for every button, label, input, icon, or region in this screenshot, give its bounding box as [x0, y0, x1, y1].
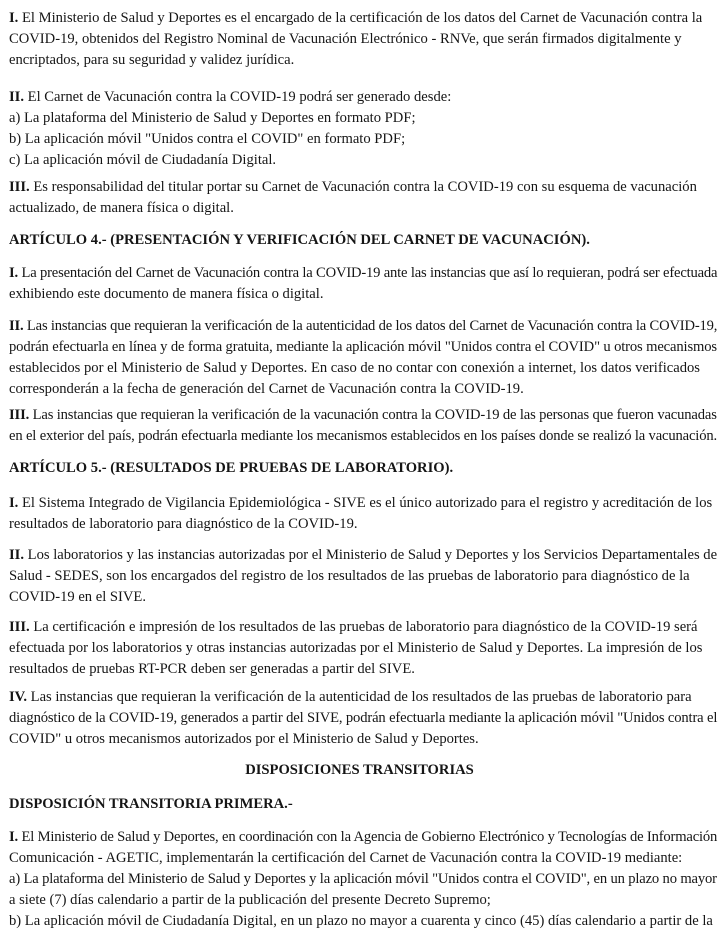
- paragraph-number: III.: [9, 407, 30, 423]
- paragraph-5-IV: [9, 687, 717, 750]
- text-line: COVID-19, obtenidos del Registro Nominal de Vacunación Electrónico - RNVe, que serán firmados digitalmente y: [9, 31, 682, 47]
- text-line: podrán efectuarla en línea y de forma gratuita, mediante la aplicación móvil "Unidos contra el COVID" u otros mecanismos: [9, 339, 717, 355]
- paragraph-5-II: [9, 545, 717, 608]
- paragraph-3-III: [9, 177, 717, 219]
- text-line: encriptados, para su seguridad y validez jurídica.: [9, 52, 295, 68]
- text-line: actualizado, de manera física o digital.: [9, 200, 234, 216]
- text-line: b) La aplicación móvil "Unidos contra el COVID" en formato PDF;: [9, 131, 406, 147]
- paragraph-number: I.: [9, 265, 18, 281]
- paragraph-dt-I: [9, 827, 717, 932]
- text-line: corresponderán a la fecha de generación del Carnet de Vacunación contra la COVID-19.: [9, 381, 524, 397]
- paragraph-number: I.: [9, 495, 19, 511]
- text-line: El Ministerio de Salud y Deportes, en coordinación con la Agencia de Gobierno Electrónico y Tecnologías de Información: [18, 829, 718, 845]
- text-line: Los laboratorios y las instancias autorizadas por el Ministerio de Salud y Deportes y los Servicios Departamentales de: [24, 547, 718, 563]
- text-line: COVID" u otros mecanismos autorizados por el Ministerio de Salud y Deportes.: [9, 731, 479, 747]
- text-line: La presentación del Carnet de Vacunación contra la COVID-19 ante las instancias que así lo requieran, podrá ser efectuada: [17, 265, 718, 281]
- text-line: resultados de pruebas RT-PCR deben ser generadas a partir del SIVE.: [9, 661, 415, 677]
- article-5-heading: ARTÍCULO 5.- (RESULTADOS DE PRUEBAS DE LABORATORIO).: [9, 460, 454, 476]
- paragraph-number: III.: [9, 179, 30, 195]
- text-line: Es responsabilidad del titular portar su Carnet de Vacunación contra la COVID-19 con su esquema de vacunación: [29, 179, 697, 195]
- text-line: efectuada por los laboratorios y otras instancias autorizadas por el Ministerio de Salud y Deportes. La impresión de los: [9, 640, 703, 656]
- text-line: c) La aplicación móvil de Ciudadanía Digital.: [9, 152, 277, 168]
- text-line: El Carnet de Vacunación contra la COVID-19 podrá ser generado desde:: [24, 89, 452, 105]
- text-line: El Ministerio de Salud y Deportes es el encargado de la certificación de los datos del Carnet de Vacunación contra la: [18, 10, 703, 26]
- disposicion-primera-heading: DISPOSICIÓN TRANSITORIA PRIMERA.-: [9, 796, 293, 812]
- text-line: a) La plataforma del Ministerio de Salud y Deportes en formato PDF;: [9, 110, 416, 126]
- paragraph-3-I: [9, 8, 717, 71]
- paragraph-4-I: [9, 263, 717, 305]
- paragraph-number: III.: [9, 619, 30, 635]
- text-line: Las instancias que requieran la verificación de la autenticidad de los resultados de las pruebas de laboratorio para: [27, 689, 692, 705]
- text-line: exhibiendo este documento de manera física o digital.: [9, 286, 324, 302]
- paragraph-number: II.: [9, 89, 25, 105]
- paragraph-number: I.: [9, 10, 19, 26]
- text-line: COVID-19 en el SIVE.: [9, 589, 146, 605]
- text-line: diagnóstico de la COVID-19, generados a partir del SIVE, podrán efectuarla mediante la aplicación móvil "Unidos contra el: [9, 710, 718, 726]
- text-line: Las instancias que requieran la verificación de la vacunación contra la COVID-19 de las personas que fueron vacunadas: [29, 407, 717, 423]
- text-line: Las instancias que requieran la verificación de la autenticidad de los datos del Carnet de Vacunación contra la COVID-19,: [23, 318, 718, 334]
- paragraph-5-I: [9, 493, 717, 535]
- paragraph-4-III: [9, 405, 717, 447]
- text-line: Comunicación - AGETIC, implementarán la certificación del Carnet de Vacunación contra la COVID-19 mediante:: [9, 850, 683, 866]
- text-line: resultados de laboratorio para diagnóstico de la COVID-19.: [9, 516, 358, 532]
- text-line: a) La plataforma del Ministerio de Salud y Deportes y la aplicación móvil "Unidos contra el COVID", en un plazo no mayor: [9, 871, 717, 887]
- section-heading-disposiciones: DISPOSICIONES TRANSITORIAS: [245, 762, 474, 778]
- paragraph-5-III: [9, 617, 717, 680]
- article-4-heading: ARTÍCULO 4.- (PRESENTACIÓN Y VERIFICACIÓN DEL CARNET DE VACUNACIÓN).: [9, 232, 590, 248]
- paragraph-number: I.: [9, 829, 18, 845]
- text-line: establecidos por el Ministerio de Salud y Deportes. En caso de no contar con conexión a internet, los datos verificados: [9, 360, 700, 376]
- paragraph-3-II: [9, 87, 717, 171]
- paragraph-4-II: [9, 316, 717, 400]
- text-line: La certificación e impresión de los resultados de las pruebas de laboratorio para diagnóstico de la COVID-19 será: [29, 619, 698, 635]
- text-line: Salud - SEDES, son los encargados del registro de los resultados de las pruebas de laboratorio para diagnóstico de la: [9, 568, 690, 584]
- paragraph-number: IV.: [9, 689, 27, 705]
- text-line: El Sistema Integrado de Vigilancia Epidemiológica - SIVE es el único autorizado para el registro y acreditación de los: [18, 495, 713, 511]
- text-line: b) La aplicación móvil de Ciudadanía Digital, en un plazo no mayor a cuarenta y cinco (45) días calendario a partir de la: [9, 913, 713, 929]
- paragraph-number: II.: [9, 547, 25, 563]
- paragraph-number: II.: [9, 318, 24, 334]
- text-line: en el exterior del país, podrán efectuarla mediante los mecanismos establecidos en los países donde se realizó la vacunación.: [9, 428, 717, 444]
- text-line: a siete (7) días calendario a partir de la publicación del presente Decreto Supremo;: [9, 892, 491, 908]
